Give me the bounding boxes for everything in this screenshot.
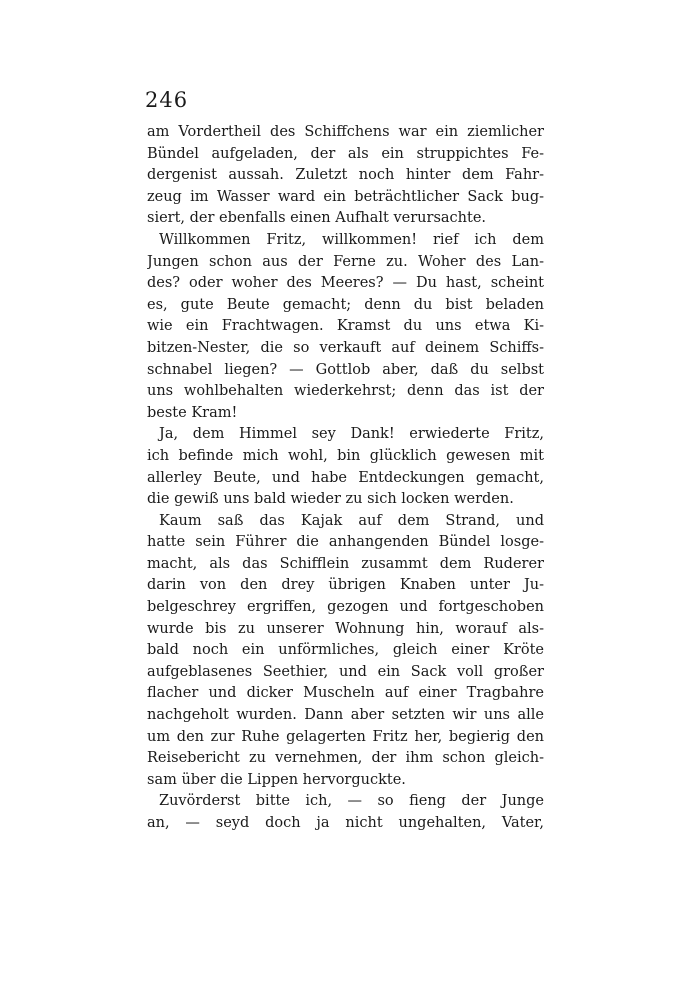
text-line: darin von den drey übrigen Knaben unter Ju- [147,577,544,594]
body-text [147,122,544,835]
text-line: dergenist aussah. Zuletzt noch hinter dem Fahr- [147,167,544,184]
text-line: zeug im Wasser ward ein beträchtlicher Sack bug- [147,188,544,205]
text-line: wie ein Frachtwagen. Kramst du uns etwa Ki- [147,318,544,335]
text-line: schnabel liegen? — Gottlob aber, daß du selbst [147,361,544,378]
text-line: Kaum saß das Kajak auf dem Strand, und [159,512,544,529]
text-line: Zuvörderst bitte ich, — so fieng der Junge [159,793,544,810]
page-number: 246 [145,88,189,112]
text-line: sam über die Lippen hervorguckte. [147,771,406,788]
text-line: Reisebericht zu vernehmen, der ihm schon gleich- [147,750,544,767]
text-line: um den zur Ruhe gelagerten Fritz her, begierig den [147,728,544,745]
text-line: bitzen-Nester, die so verkauft auf deinem Schiffs- [147,339,544,356]
text-line: nachgeholt wurden. Dann aber setzten wir uns alle [147,707,544,724]
text-line: des? oder woher des Meeres? — Du hast, scheint [147,275,544,292]
text-line: die gewiß uns bald wieder zu sich locken werden. [147,491,514,508]
text-line: am Vordertheil des Schiffchens war ein ziemlicher [147,124,544,140]
text-line: an, — seyd doch ja nicht ungehalten, Vater, [147,815,544,831]
text-line: uns wohlbehalten wiederkehrst; denn das ist der [147,383,544,400]
text-line: ich befinde mich wohl, bin glücklich gewesen mit [147,447,544,464]
text-line: macht, als das Schifflein zusammt dem Ruderer [147,555,544,572]
text-line: Bündel aufgeladen, der als ein struppichtes Fe- [147,145,544,162]
text-line: wurde bis zu unserer Wohnung hin, worauf als- [147,620,544,637]
text-line: allerley Beute, und habe Entdeckungen gemacht, [147,469,544,486]
text-line: hatte sein Führer die anhangenden Bündel losge- [147,534,544,551]
text-line: Ja, dem Himmel sey Dank! erwiederte Fritz, [159,426,544,443]
text-line: Jungen schon aus der Ferne zu. Woher des Lan- [147,253,544,270]
text-line: flacher und dicker Muscheln auf einer Tragbahre [147,685,544,702]
text-line: aufgeblasenes Seethier, und ein Sack voll großer [147,663,544,680]
text-line: siert, der ebenfalls einen Aufhalt verursachte. [147,210,487,227]
text-line: beste Kram! [147,404,238,421]
text-line: belgeschrey ergriffen, gezogen und fortgeschoben [147,599,544,616]
text-line: Willkommen Fritz, willkommen! rief ich dem [159,231,544,248]
text-line: es, gute Beute gemacht; denn du bist beladen [147,296,544,313]
text-line: bald noch ein unförmliches, gleich einer Kröte [147,642,544,659]
